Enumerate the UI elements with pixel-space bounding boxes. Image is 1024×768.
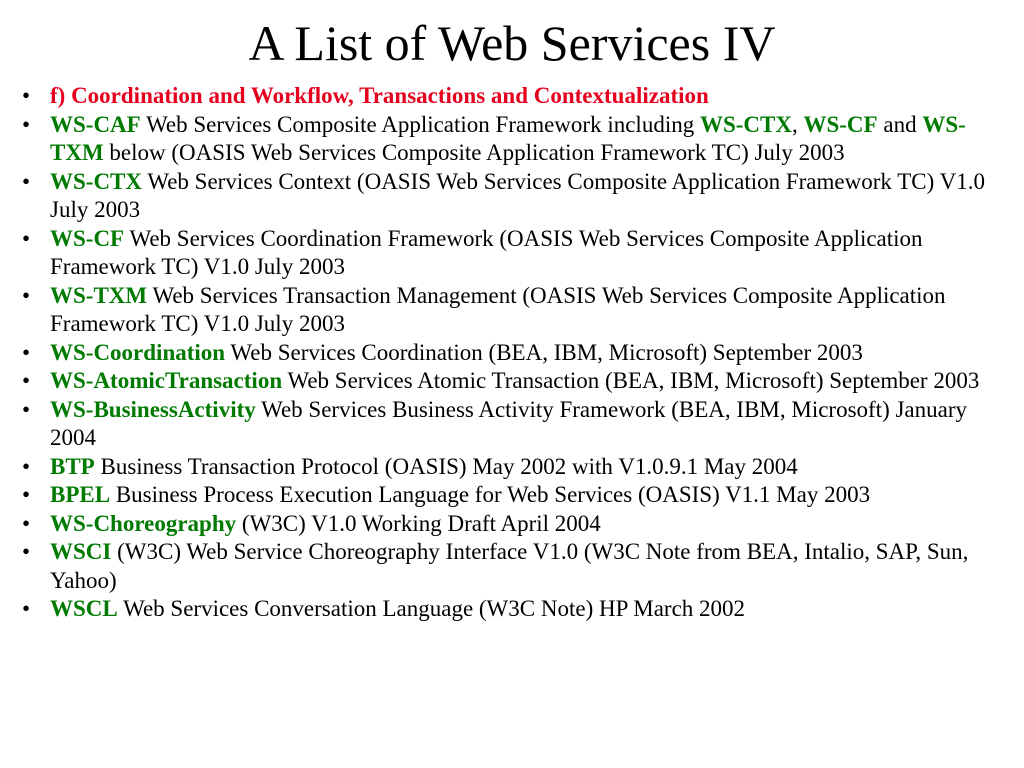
list-item-btp — [22, 453, 1012, 482]
term-wsci: WSCI — [50, 539, 112, 564]
term-ws-choreography: WS-Choreography — [50, 510, 237, 536]
bullet-icon: • — [22, 225, 31, 251]
description: Web Services Conversation Language (W3C Note) HP March 2002 — [117, 596, 746, 621]
bullet-icon: • — [22, 510, 31, 536]
list-item-wsci — [22, 538, 1012, 595]
list-item-ws-atomictransaction — [22, 367, 1012, 396]
list-item-ws-cf — [22, 225, 1012, 282]
term-ws-coordination: WS-Coordination — [50, 339, 226, 365]
list-item-wscl — [22, 595, 1012, 624]
term-ws-txm: WS-TXM — [50, 282, 148, 308]
bullet-icon: • — [22, 482, 31, 507]
bullet-icon: • — [22, 111, 31, 137]
bullet-icon: • — [22, 368, 31, 393]
description: (W3C) Web Service Choreography Interface V1.0 (W3C Note from BEA, Intalio, SAP, Sun, Yahoo) — [50, 539, 969, 593]
bullet-icon: • — [22, 282, 31, 308]
description: below (OASIS Web Services Composite Application Framework TC) July 2003 — [103, 140, 845, 165]
description: Web Services Context (OASIS Web Services Composite Application Framework TC) V1.0 July 2003 — [50, 168, 985, 222]
list-item-ws-coordination — [22, 339, 1012, 368]
bullet-icon: • — [22, 83, 31, 108]
separator: and — [877, 111, 923, 137]
separator: , — [791, 111, 798, 137]
bullet-icon: • — [22, 453, 31, 479]
description: Web Services Transaction Management (OASIS Web Services Composite Application Framework TC) V1.0 July 2003 — [50, 282, 946, 336]
bullet-list — [22, 82, 1012, 624]
term-ws-cf: WS-CF — [50, 225, 125, 251]
term-ws-businessactivity: WS-BusinessActivity — [50, 396, 256, 422]
bullet-icon: • — [22, 339, 31, 365]
bullet-icon: • — [22, 596, 31, 621]
list-item-heading — [22, 82, 1012, 111]
bullet-icon: • — [22, 396, 31, 422]
list-item-ws-txm — [22, 282, 1012, 339]
description: Web Services Business Activity Framework (BEA, IBM, Microsoft) January 2004 — [50, 396, 968, 450]
description: Web Services Atomic Transaction (BEA, IBM, Microsoft) September 2003 — [282, 368, 980, 393]
description: Business Process Execution Language for Web Services (OASIS) V1.1 May 2003 — [110, 482, 871, 507]
list-item-ws-ctx — [22, 168, 1012, 225]
term-bpel: BPEL — [50, 482, 111, 507]
list-item-ws-businessactivity — [22, 396, 1012, 453]
bullet-icon: • — [22, 539, 31, 564]
term-ref-ws-cf: WS-CF — [803, 111, 878, 137]
list-item-bpel — [22, 481, 1012, 510]
description: Web Services Composite Application Framework including — [140, 111, 700, 137]
description: (W3C) V1.0 Working Draft April 2004 — [236, 510, 601, 536]
description: Web Services Coordination Framework (OASIS Web Services Composite Application Framework TC) V1.0 July 2003 — [50, 225, 923, 279]
description: Business Transaction Protocol (OASIS) May 2002 with V1.0.9.1 May 2004 — [94, 453, 798, 479]
term-ref-ws-ctx: WS-CTX — [699, 111, 792, 137]
list-item-ws-choreography — [22, 510, 1012, 539]
term-btp: BTP — [50, 453, 95, 479]
bullet-icon: • — [22, 168, 31, 194]
term-wscl: WSCL — [50, 596, 118, 621]
description: Web Services Coordination (BEA, IBM, Microsoft) September 2003 — [225, 339, 863, 365]
list-item-ws-caf — [22, 111, 1012, 168]
term-ws-caf: WS-CAF — [50, 111, 141, 137]
section-heading: f) Coordination and Workflow, Transactions and Contextualization — [50, 83, 709, 108]
slide-title: A List of Web Services IV — [248, 15, 776, 71]
term-ws-atomictransaction: WS-AtomicTransaction — [50, 368, 283, 393]
term-ws-ctx: WS-CTX — [50, 168, 143, 194]
term-ref-ws-txm: WS-TXM — [50, 111, 966, 165]
